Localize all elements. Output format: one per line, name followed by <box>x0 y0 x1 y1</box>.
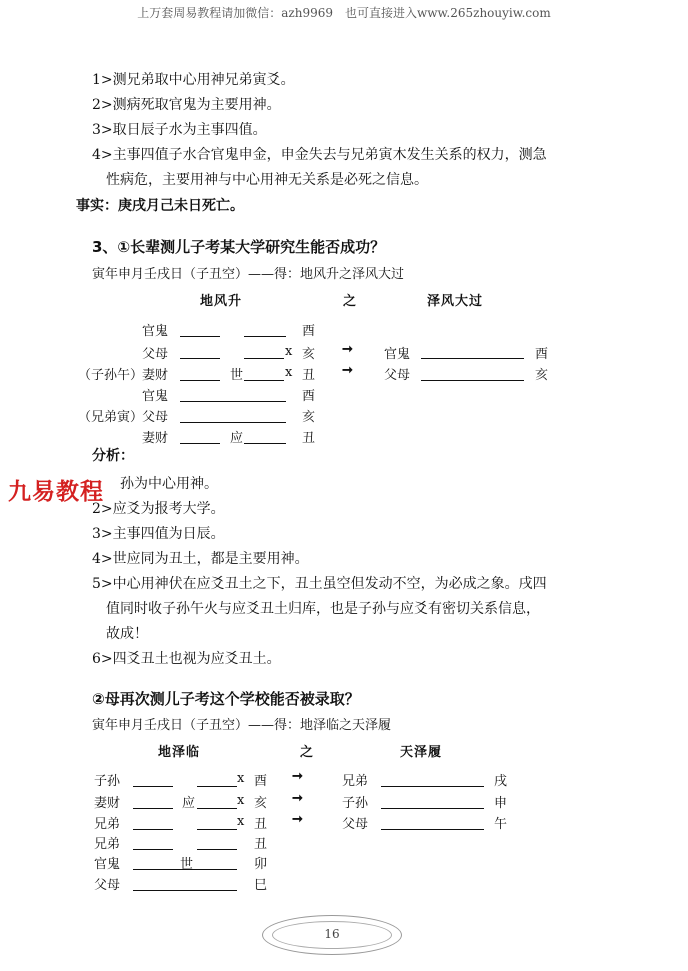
section1-title: 3、①长辈测儿子考某大学研究生能否成功？ <box>92 238 386 256</box>
yin-line-left <box>133 808 173 809</box>
moving-mark: x <box>285 344 293 359</box>
moving-mark: x <box>285 365 293 380</box>
yao-branch: 丑 <box>254 837 268 852</box>
yin-line-left <box>180 380 220 381</box>
section2-hex-main: 地泽临 <box>158 745 201 760</box>
ying-marker: 应 <box>182 796 196 811</box>
shi-marker: 世 <box>180 857 194 872</box>
yao-branch: 酉 <box>302 389 316 404</box>
yao-branch: 亥 <box>302 347 316 362</box>
moving-mark: x <box>237 814 245 829</box>
section1-hex-zhi: 之 <box>343 294 358 309</box>
yao-name: 兄弟 <box>94 837 121 852</box>
moving-mark: x <box>237 771 245 786</box>
yao-branch: 丑 <box>302 431 316 446</box>
yao-branch: 丑 <box>254 817 268 832</box>
yang-line <box>133 890 237 891</box>
arrow-icon: ➞ <box>292 812 303 827</box>
yao-name: 妻财 <box>94 796 121 811</box>
fushen-prefix: （兄弟寅） <box>78 410 144 425</box>
arrow-icon: ➞ <box>342 363 353 378</box>
changed-yao-branch: 戌 <box>494 774 508 789</box>
changed-yang-line <box>381 786 484 787</box>
yao-name: 父母 <box>94 878 121 893</box>
yao-name: 父母 <box>142 410 169 425</box>
yin-line-right <box>244 336 286 337</box>
yao-name: 妻财 <box>142 431 169 446</box>
yao-branch: 亥 <box>302 410 316 425</box>
analysis-item-5-end: 故成！ <box>106 626 148 642</box>
yin-line-left <box>180 358 220 359</box>
changed-yao-name: 父母 <box>384 368 411 383</box>
changed-yao-branch: 酉 <box>535 347 549 362</box>
analysis-item-1: 孙为中心用神。 <box>120 476 218 492</box>
yin-line-right <box>197 808 237 809</box>
yin-line-right <box>244 380 284 381</box>
section1-info: 寅年申月壬戌日（子丑空）——得：地风升之泽风大过 <box>92 267 405 282</box>
yin-line-right <box>244 358 284 359</box>
section2-hex-zhi: 之 <box>300 745 315 760</box>
changed-yang-line <box>381 829 484 830</box>
ying-marker: 应 <box>230 431 244 446</box>
yao-name: 父母 <box>142 347 169 362</box>
analysis-item-4: 4>世应同为丑土，都是主要用神。 <box>92 551 309 567</box>
yao-branch: 亥 <box>254 796 268 811</box>
yin-line-right <box>197 849 237 850</box>
yao-name: 官鬼 <box>142 324 169 339</box>
watermark-logo: 九易教程 <box>8 479 104 505</box>
intro-item-2: 2>测病死取官鬼为主要用神。 <box>92 97 281 113</box>
intro-item-3: 3>取日辰子水为主事四值。 <box>92 122 267 138</box>
analysis-item-6: 6>四爻丑土也视为应爻丑土。 <box>92 651 281 667</box>
analysis-item-5: 5>中心用神伏在应爻丑土之下，丑土虽空但发动不空，为必成之象。戌四 <box>92 576 547 592</box>
changed-yao-branch: 申 <box>494 796 508 811</box>
section1-hex-main: 地风升 <box>200 294 243 309</box>
yang-line <box>180 422 286 423</box>
yin-line-left <box>133 849 173 850</box>
section2-hex-changed: 天泽履 <box>400 745 443 760</box>
changed-yao-name: 父母 <box>342 817 369 832</box>
analysis-title: 分析： <box>92 448 134 464</box>
moving-mark: x <box>237 793 245 808</box>
changed-yao-name: 官鬼 <box>384 347 411 362</box>
yao-name: 妻财 <box>142 368 169 383</box>
page-header-banner: 上万套周易教程请加微信：azh9969 也可直接进入www.265zhouyiw.com <box>137 6 551 20</box>
intro-item-4-cont: 性病危，主要用神与中心用神无关系是必死之信息。 <box>106 172 428 188</box>
yao-branch: 卯 <box>254 857 268 872</box>
yao-branch: 巳 <box>254 878 268 893</box>
fushen-prefix: （子孙午） <box>78 368 144 383</box>
changed-yao-branch: 亥 <box>535 368 549 383</box>
analysis-item-5-cont: 值同时收子孙午火与应爻丑土归库，也是子孙与应爻有密切关系信息， <box>106 601 540 617</box>
yin-line-right <box>197 786 237 787</box>
changed-yang-line <box>421 380 524 381</box>
changed-yao-branch: 午 <box>494 817 508 832</box>
changed-yang-line <box>381 808 484 809</box>
yang-line <box>180 401 286 402</box>
arrow-icon: ➞ <box>292 791 303 806</box>
yao-name: 官鬼 <box>142 389 169 404</box>
section2-title: ②母再次测儿子考这个学校能否被录取？ <box>92 690 360 708</box>
changed-yang-line <box>421 358 524 359</box>
yin-line-left <box>180 336 220 337</box>
section2-info: 寅年申月壬戌日（子丑空）——得：地泽临之天泽履 <box>92 718 392 733</box>
yin-line-left <box>133 829 173 830</box>
yin-line-left <box>133 786 173 787</box>
section1-hex-changed: 泽风大过 <box>427 294 484 309</box>
intro-item-4: 4>主事四值子水合官鬼申金，申金失去与兄弟寅木发生关系的权力，测急 <box>92 147 547 163</box>
yao-name: 兄弟 <box>94 817 121 832</box>
arrow-icon: ➞ <box>292 769 303 784</box>
analysis-item-2: 2>应爻为报考大学。 <box>92 501 225 517</box>
changed-yao-name: 兄弟 <box>342 774 369 789</box>
yin-line-right <box>197 829 237 830</box>
yao-branch: 丑 <box>302 368 316 383</box>
intro-item-1: 1>测兄弟取中心用神兄弟寅爻。 <box>92 72 295 88</box>
changed-yao-name: 子孙 <box>342 796 369 811</box>
arrow-icon: ➞ <box>342 342 353 357</box>
yao-name: 子孙 <box>94 774 121 789</box>
shi-marker: 世 <box>230 368 244 383</box>
page-number: 16 <box>324 927 340 941</box>
yao-branch: 酉 <box>302 324 316 339</box>
yao-branch: 酉 <box>254 774 268 789</box>
yao-name: 官鬼 <box>94 857 121 872</box>
fact-statement: 事实：庚戌月己未日死亡。 <box>76 198 244 214</box>
yin-line-right <box>244 443 286 444</box>
yin-line-left <box>180 443 220 444</box>
analysis-item-3: 3>主事四值为日辰。 <box>92 526 225 542</box>
